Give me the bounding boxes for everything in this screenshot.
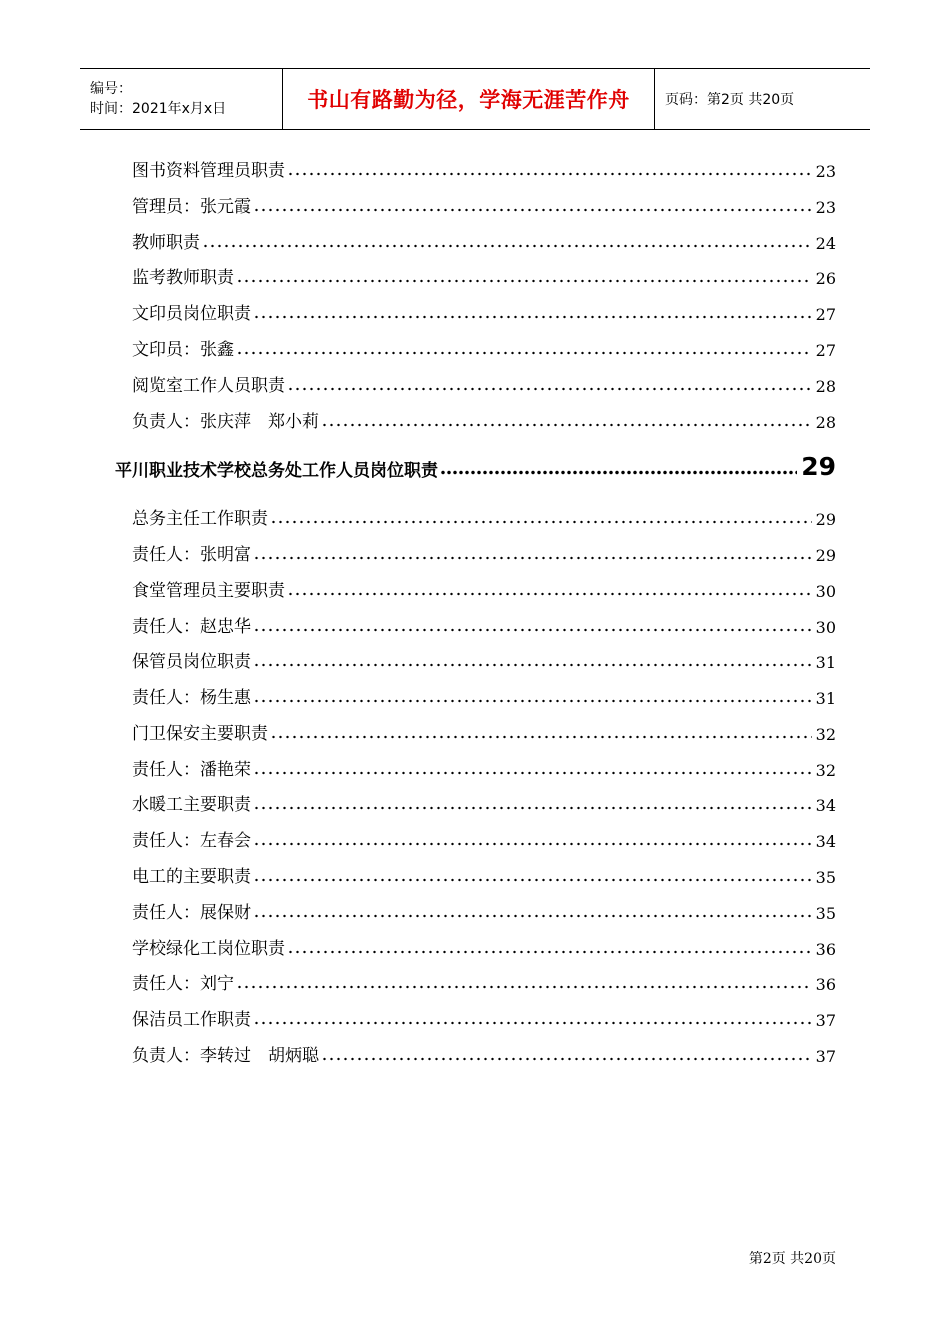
toc-entry-page: 31: [815, 689, 836, 708]
toc-leader-dots: [253, 842, 812, 846]
toc-entry-label: 负责人：张庆萍 郑小莉: [132, 412, 319, 432]
toc-entry[interactable]: [132, 648, 836, 672]
toc-entry-label: 水暖工主要职责: [132, 795, 251, 815]
toc-leader-dots: [287, 387, 812, 391]
toc-entry[interactable]: [132, 505, 836, 529]
toc-entry-page: 36: [815, 975, 836, 994]
header-motto-cell: [282, 69, 655, 129]
toc-entry-page: 30: [815, 618, 836, 637]
toc-entry[interactable]: [132, 827, 836, 851]
toc-entry-page: 27: [815, 305, 836, 324]
toc-leader-dots: [253, 914, 812, 918]
toc-entry-label: 食堂管理员主要职责: [132, 581, 285, 601]
toc-entry-label: 责任人：左春会: [132, 831, 251, 851]
toc-entry-label: 电工的主要职责: [132, 867, 251, 887]
toc-entry[interactable]: [132, 863, 836, 887]
toc-entry[interactable]: [132, 720, 836, 744]
toc-leader-dots: [253, 315, 812, 319]
toc-leader-dots: [253, 878, 812, 882]
toc-entry-page: 30: [815, 582, 836, 601]
header-meta: [80, 69, 282, 129]
toc-leader-dots: [270, 520, 812, 524]
toc-entry-label: 责任人：张明富: [132, 545, 251, 565]
toc-leader-dots: [287, 592, 812, 596]
toc-entry[interactable]: [132, 899, 836, 923]
toc-leader-dots: [236, 351, 812, 355]
toc-entry-label: 总务主任工作职责: [132, 509, 268, 529]
toc-entry-page: 34: [815, 796, 836, 815]
toc-entry[interactable]: [132, 756, 836, 780]
toc-entry[interactable]: [132, 1042, 836, 1066]
toc-entry[interactable]: [132, 336, 836, 360]
document-number-label: 编号：: [90, 81, 132, 97]
toc-entry-label: 保洁员工作职责: [132, 1010, 251, 1030]
toc-leader-dots: [202, 244, 812, 248]
toc-leader-dots: [253, 806, 812, 810]
toc-entry-page: 23: [815, 198, 836, 217]
toc-entry[interactable]: [132, 577, 836, 601]
toc-entry[interactable]: [132, 300, 836, 324]
toc-entry-label: 管理员：张元霞: [132, 197, 251, 217]
toc-section-label: 平川职业技术学校总务处工作人员岗位职责: [115, 461, 438, 481]
toc-leader-dots: [253, 663, 812, 667]
toc-entry[interactable]: [132, 1006, 836, 1030]
toc-entry-page: 35: [815, 868, 836, 887]
toc-section-heading[interactable]: [115, 449, 836, 481]
header-motto: 书山有路勤为径，学海无涯苦作舟: [307, 88, 630, 112]
toc-leader-dots: [270, 735, 812, 739]
toc-entry-label: 文印员：张鑫: [132, 340, 234, 360]
toc-entry-label: 文印员岗位职责: [132, 304, 251, 324]
toc-leader-dots: [253, 628, 812, 632]
header-page-cell: [655, 69, 870, 129]
document-date: 时间：2021年x月x日: [90, 101, 227, 117]
toc-entry-label: 责任人：杨生惠: [132, 688, 251, 708]
toc-entry[interactable]: [132, 264, 836, 288]
toc-entry-label: 责任人：展保财: [132, 903, 251, 923]
toc-entry-page: 29: [815, 546, 836, 565]
toc-entry[interactable]: [132, 970, 836, 994]
toc-entry[interactable]: [132, 408, 836, 432]
toc-entry-page: 32: [815, 725, 836, 744]
toc-entry-label: 责任人：潘艳荣: [132, 760, 251, 780]
toc-entry[interactable]: [132, 613, 836, 637]
toc-entry-label: 学校绿化工岗位职责: [132, 939, 285, 959]
toc-entry-label: 门卫保安主要职责: [132, 724, 268, 744]
toc-entry-page: 24: [815, 234, 836, 253]
toc-leader-dots: [287, 172, 812, 176]
toc-entry-page: 26: [815, 269, 836, 288]
toc-leader-dots: [321, 1057, 812, 1061]
toc-entry-page: 23: [815, 162, 836, 181]
toc-entry-page: 28: [815, 377, 836, 396]
toc-entry-label: 责任人：刘宁: [132, 974, 234, 994]
toc-entry[interactable]: [132, 157, 836, 181]
toc-entry-page: 35: [815, 904, 836, 923]
toc-entry[interactable]: [132, 372, 836, 396]
toc-entry-page: 37: [815, 1047, 836, 1066]
toc-entry-label: 保管员岗位职责: [132, 652, 251, 672]
header-page-info: 页码：第2页 共20页: [665, 92, 795, 108]
page-header: [80, 68, 870, 130]
toc-entry-page: 32: [815, 761, 836, 780]
toc-leader-dots: [236, 279, 812, 283]
toc-entry-page: 27: [815, 341, 836, 360]
toc-leader-dots: [440, 470, 797, 475]
toc-entry-page: 36: [815, 940, 836, 959]
toc-leader-dots: [287, 950, 812, 954]
toc-entry[interactable]: [132, 791, 836, 815]
toc-entry-page: 34: [815, 832, 836, 851]
toc-section-page: 29: [801, 452, 836, 481]
toc-entry[interactable]: [132, 193, 836, 217]
toc-leader-dots: [253, 208, 812, 212]
toc-entry-label: 责任人：赵忠华: [132, 617, 251, 637]
toc-entry[interactable]: [132, 935, 836, 959]
toc-leader-dots: [253, 771, 812, 775]
toc-entry-label: 阅览室工作人员职责: [132, 376, 285, 396]
toc-leader-dots: [321, 423, 812, 427]
toc-entry-page: 37: [815, 1011, 836, 1030]
toc-leader-dots: [236, 985, 812, 989]
toc-entry[interactable]: [132, 229, 836, 253]
toc-entry-page: 28: [815, 413, 836, 432]
toc-entry-label: 图书资料管理员职责: [132, 161, 285, 181]
toc-entry[interactable]: [132, 684, 836, 708]
toc-leader-dots: [253, 699, 812, 703]
toc-entry-label: 监考教师职责: [132, 268, 234, 288]
toc-leader-dots: [253, 1021, 812, 1025]
toc-entry-label: 教师职责: [132, 233, 200, 253]
toc-entry-page: 31: [815, 653, 836, 672]
page-footer: 第2页 共20页: [748, 1251, 836, 1267]
toc-entry[interactable]: [132, 541, 836, 565]
toc-leader-dots: [253, 556, 812, 560]
toc-entry-label: 负责人：李转过 胡炳聪: [132, 1046, 319, 1066]
toc-entry-page: 29: [815, 510, 836, 529]
